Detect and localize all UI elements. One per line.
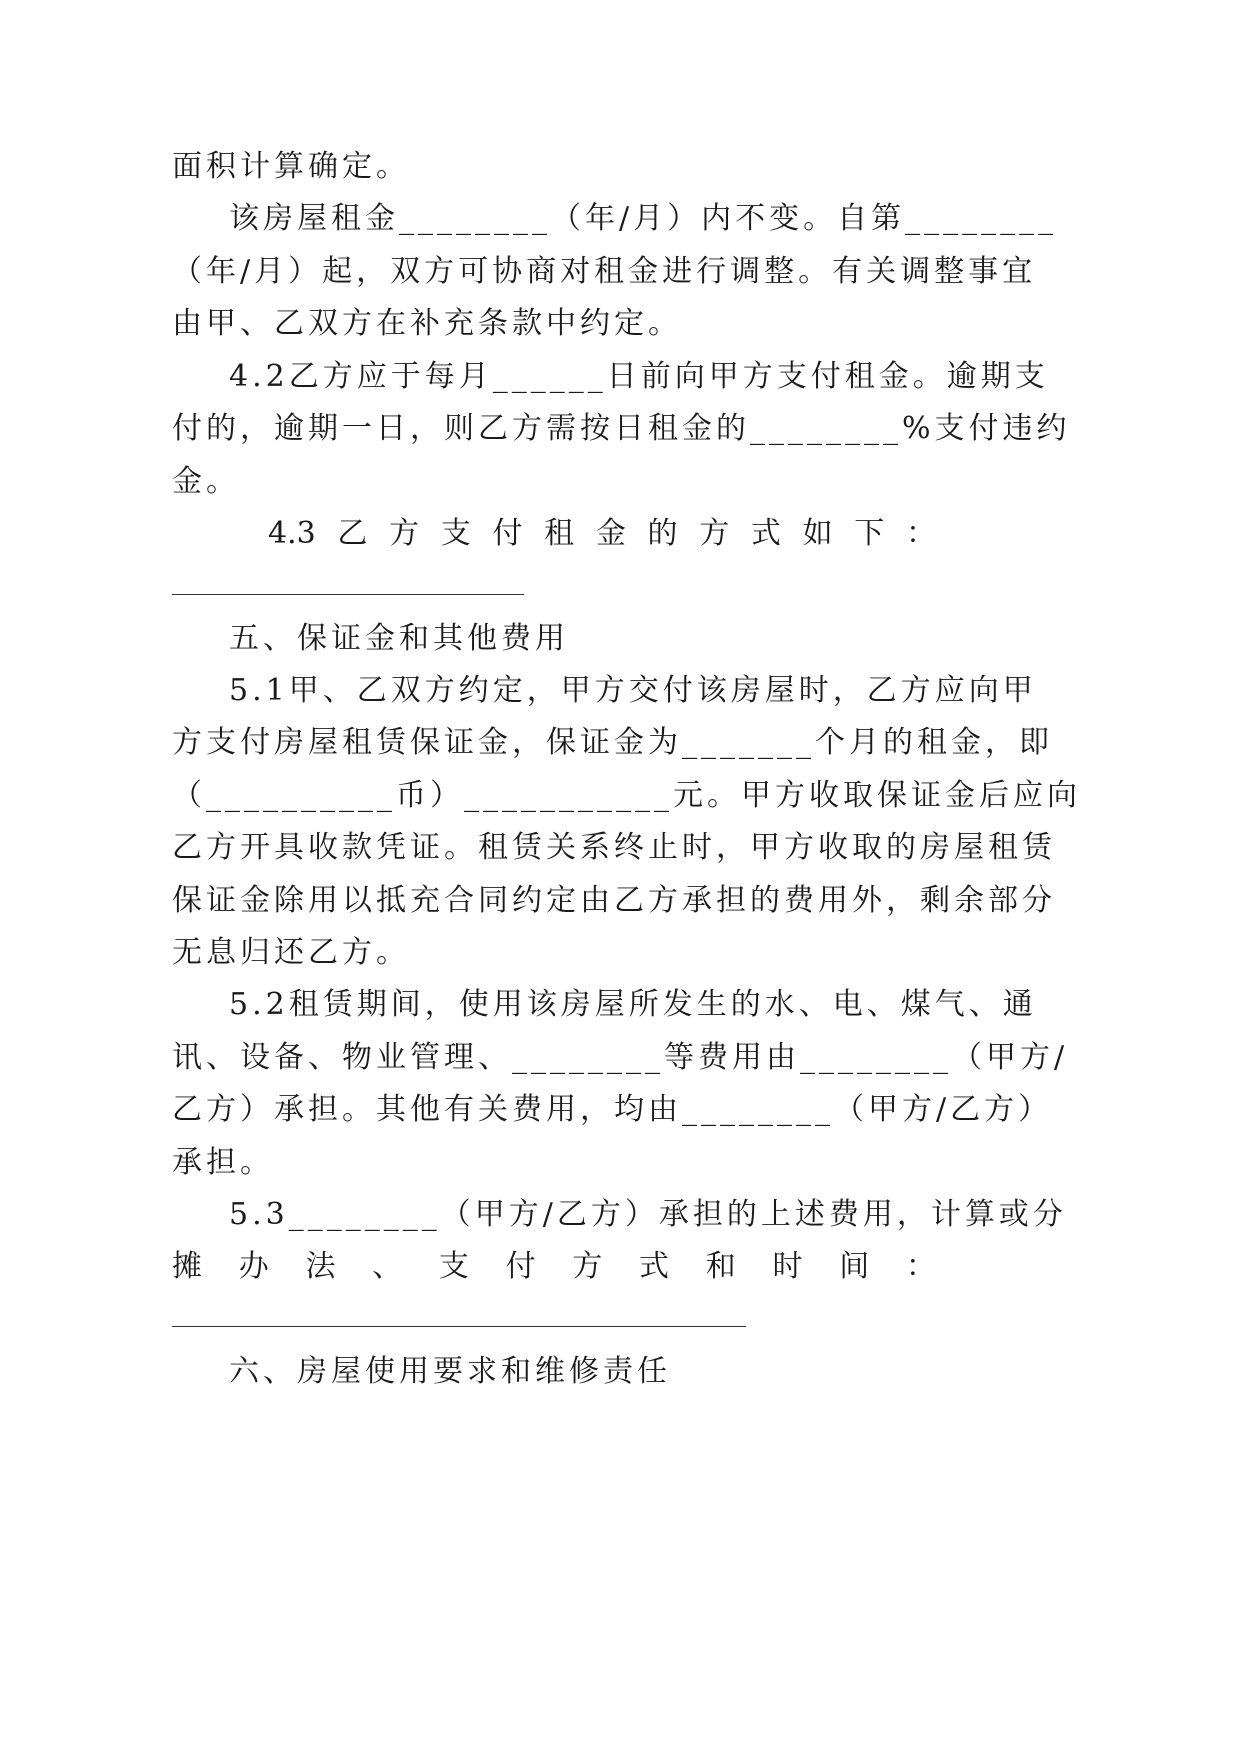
text-glyph: 租 xyxy=(544,516,575,551)
text-line: 面积计算确定。 xyxy=(172,149,410,184)
text-line: 该房屋租金________（年/月）内不变。自第________ xyxy=(229,201,1058,236)
text-line: 付的，逾期一日，则乙方需按日租金的________%支付违约 xyxy=(172,411,1071,446)
text-glyph: 下 xyxy=(854,516,885,551)
text-glyph: 间 xyxy=(839,1249,870,1284)
text-glyph: ： xyxy=(905,516,936,551)
text-glyph: 办 xyxy=(238,1249,269,1284)
text-line: 乙方开具收款凭证。租赁关系终止时，甲方收取的房屋租赁 xyxy=(172,830,1056,865)
text-glyph: 方 xyxy=(699,516,730,551)
blank-underline xyxy=(172,594,524,595)
section-heading: 五、保证金和其他费用 xyxy=(229,621,569,656)
text-glyph: 时 xyxy=(772,1249,803,1284)
blank-underline xyxy=(172,1326,746,1327)
text-glyph: 如 xyxy=(802,516,833,551)
text-glyph: ： xyxy=(905,1249,936,1284)
text-line: 金。 xyxy=(172,464,240,499)
text-line: 由甲、乙双方在补充条款中约定。 xyxy=(172,306,682,341)
text-line: 4.2乙方应于每月______日前向甲方支付租金。逾期支 xyxy=(229,359,1049,394)
text-line: 无息归还乙方。 xyxy=(172,935,410,970)
text-line: 保证金除用以抵充合同约定由乙方承担的费用外，剩余部分 xyxy=(172,883,1056,918)
text-glyph: 、 xyxy=(372,1249,403,1284)
text-glyph: 方 xyxy=(572,1249,603,1284)
text-line: （年/月）起，双方可协商对租金进行调整。有关调整事宜 xyxy=(172,254,1037,289)
text-line: 乙方）承担。其他有关费用，均由________（甲方/乙方） xyxy=(172,1092,1053,1127)
text-glyph: 4.3 xyxy=(268,516,316,551)
spread-line-4-3 xyxy=(268,514,936,554)
text-glyph: 付 xyxy=(492,516,523,551)
text-glyph: 付 xyxy=(505,1249,536,1284)
text-line: 5.1甲、乙双方约定，甲方交付该房屋时，乙方应向甲 xyxy=(229,673,1037,708)
text-glyph: 支 xyxy=(440,516,471,551)
text-glyph: 法 xyxy=(305,1249,336,1284)
text-glyph: 支 xyxy=(438,1249,469,1284)
text-glyph: 和 xyxy=(705,1249,736,1284)
text-glyph: 的 xyxy=(647,516,678,551)
text-glyph: 方 xyxy=(389,516,420,551)
text-glyph: 金 xyxy=(595,516,626,551)
text-glyph: 式 xyxy=(639,1249,670,1284)
text-line: 方支付房屋租赁保证金，保证金为_______个月的租金，即 xyxy=(172,725,1053,760)
text-line: （__________币）___________元。甲方收取保证金后应向 xyxy=(172,778,1081,813)
text-line: 承担。 xyxy=(172,1145,274,1180)
spread-line-5-3 xyxy=(172,1247,936,1287)
text-line: 5.2租赁期间，使用该房屋所发生的水、电、煤气、通 xyxy=(229,987,1037,1022)
text-line: 5.3________（甲方/乙方）承担的上述费用，计算或分 xyxy=(229,1197,1067,1232)
text-glyph: 摊 xyxy=(172,1249,202,1284)
section-heading: 六、房屋使用要求和维修责任 xyxy=(229,1354,671,1389)
text-glyph: 乙 xyxy=(337,516,368,551)
text-glyph: 式 xyxy=(750,516,781,551)
text-line: 讯、设备、物业管理、________等费用由________（甲方/ xyxy=(172,1040,1069,1075)
